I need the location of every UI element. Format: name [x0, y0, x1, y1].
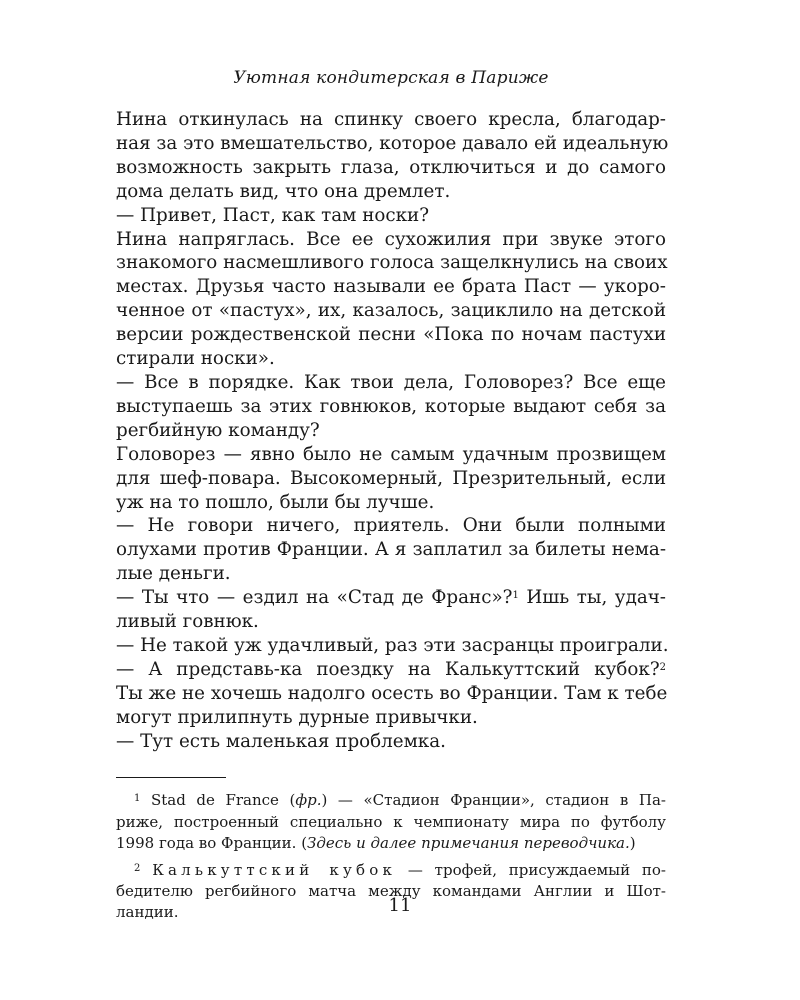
text-line: ная за это вмешательство, которое давало ей идеальную — [116, 132, 669, 154]
text-line: Нина откинулась на спинку своего кресла, благодар- — [116, 109, 666, 130]
text-fragment: — Ты что — ездил на «Стад де Франс»? — [116, 587, 513, 609]
running-head: Уютная кондитерская в Париже — [233, 68, 549, 88]
text-line: стирали носки». — [116, 348, 275, 370]
body-text — [116, 108, 669, 753]
footnote-mark-2: 2 — [134, 863, 141, 875]
text-line: регбийную команду? — [116, 419, 320, 441]
footnote-ref-1[interactable]: 1 — [512, 590, 519, 602]
footnote-1-line: риже, построенный специально к чемпионату мира по футболу — [116, 812, 666, 831]
text-fragment: — А представь-ка поездку на Калькуттский кубок? — [116, 658, 660, 680]
text-line: могут прилипнуть дурные привычки. — [116, 706, 478, 728]
text-line: знакомого насмешливого голоса защелкнулись на своих — [116, 252, 668, 274]
text-line: Ты же не хочешь надолго осесть во Франции. Там к тебе — [116, 682, 668, 704]
footnote-term: Калькуттский кубок — [152, 861, 397, 880]
text-line: уж на то пошло, были бы лучше. — [116, 491, 435, 513]
text-line: — Не говори ничего, приятель. Они были полными — [116, 515, 666, 537]
footnote-1: $^1$ Stad de France (фр.) — «Стадион Франции», стадион в Па- — [134, 791, 666, 810]
page-number: 11 — [388, 895, 412, 916]
text-line: ливый говнюк. — [116, 611, 259, 633]
text-line: — Привет, Паст, как там носки? — [116, 204, 430, 226]
text-line: выступаешь за этих говнюков, которые выдают себя за — [116, 395, 666, 417]
text-line: — Тут есть маленькая проблемка. — [116, 730, 446, 752]
text-line: дома делать вид, что она дремлет. — [116, 180, 451, 202]
text-line — [116, 658, 666, 682]
text-fragment: Ишь ты, удач- — [518, 587, 666, 609]
text-line: местах. Друзья часто называли ее брата Паст — укоро- — [116, 276, 666, 298]
text-line — [116, 586, 666, 610]
footnote-2: $^2$ Калькуттский кубок — трофей, присуждаемый по- — [134, 861, 666, 880]
book-page — [116, 66, 669, 924]
footnote-mark-1: 1 — [134, 793, 141, 805]
text-line: возможность закрыть глаза, отключиться и до самого — [116, 156, 666, 178]
footnote-1-line: 1998 года во Франции. (Здесь и далее примечания переводчика.) — [116, 833, 636, 852]
text-line: олухами против Франции. А я заплатил за билеты нема- — [116, 539, 666, 561]
footnote-2-line: бедителю регбийного матча между командами Англии и Шот- — [116, 882, 666, 901]
text-line: ченное от «пастух», их, казалось, зациклило на детской — [116, 300, 666, 322]
footnote-divider — [116, 777, 226, 778]
text-line: Головорез — явно было не самым удачным прозвищем — [116, 443, 666, 465]
text-line: лые деньги. — [116, 563, 231, 585]
text-line: — Не такой уж удачливый, раз эти засранцы проиграли. — [116, 634, 669, 656]
footnote-2-line: ландии. — [116, 903, 179, 922]
text-line: версии рождественской песни «Пока по ночам пастухи — [116, 324, 666, 346]
text-line: — Все в порядке. Как твои дела, Головорез? Все еще — [116, 371, 666, 393]
footnote-ref-2[interactable]: 2 — [659, 661, 666, 673]
text-line: для шеф-повара. Высокомерный, Презрительный, если — [116, 467, 666, 489]
text-line: Нина напряглась. Все ее сухожилия при звуке этого — [116, 228, 666, 250]
